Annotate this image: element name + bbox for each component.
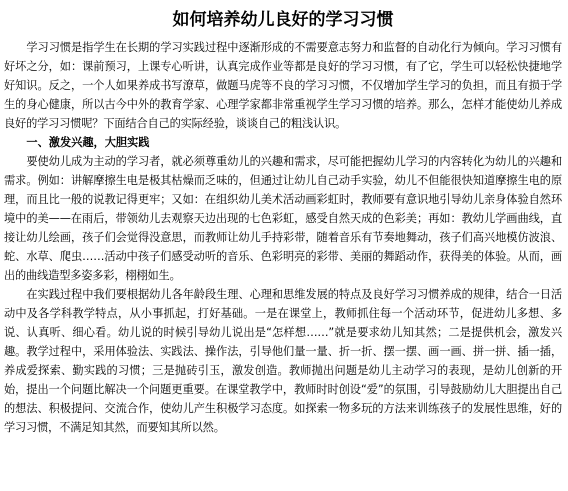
section-heading: 一、激发兴趣，大胆实践	[26, 136, 150, 149]
document	[4, 0, 562, 437]
document-title: 如何培养幼儿良好的学习习惯	[172, 10, 394, 30]
section-paragraph: 在实践过程中我们要根据幼儿各年龄段生理、心理和思维发展的特点及良好学习习惯养成的规律，结合一日活动中及各学科教学特点，从小事抓起，打好基础。一是在课堂上，教师抓住每一个活动环节，促进幼儿多想、多说、认真听、细心看。幼儿说的时候引导幼儿说出是“怎样想……”就是要求幼儿知其然；二是提供机会，激发兴趣。教学过程中，采用体验法、实践法、操作法，引导他们量一量、折一折、摆一摆、画一画、拼一拼、插一插，养成爱探索、勤实践的习惯；三是抛砖引玉，激发创造。教师抛出问题是幼儿主动学习的表现，是幼儿创新的开始，提出一个问题比解决一个问题更重要。在课堂教学中，教师时时创设“爱”的氛围，引导鼓励幼儿大胆提出自己的想法、积极提问、交流合作，使幼儿产生积极学习态度。如探索一物多玩的方法来训练孩子的发展性思维，好的学习习惯，不满足知其然，而要知其所以然。	[4, 288, 562, 434]
section-paragraph: 要使幼儿成为主动的学习者，就必须尊重幼儿的兴趣和需求，尽可能把握幼儿学习的内容转化为幼儿的兴趣和需求。例如：讲解摩擦生电是极其枯燥而乏味的，但通过让幼儿自己动手实验，幼儿不但能很快知道摩擦生电的原理，而且比一般的说教记得更牢；又如：在组织幼儿美术活动画彩虹时，教师要有意识地引导幼儿亲身体验自然环境中的美——在雨后，带领幼儿去观察天边出现的七色彩虹，感受自然天成的色彩美；再如：教幼儿学画曲线，直接让幼儿绘画，孩子们会觉得没意思，而教师让幼儿手持彩带，随着音乐有节奏地舞动，孩子们高兴地模仿波浪、蛇、水草、爬虫……活动中孩子们感受动听的音乐、色彩明亮的彩带、美丽的舞蹈动作，获得美的体验。从而，画出的曲线造型多姿多彩，栩栩如生。	[4, 155, 562, 282]
intro-paragraph: 学习习惯是指学生在长期的学习实践过程中逐渐形成的不需要意志努力和监督的自动化行为倾向。学习习惯有好坏之分，如：课前预习，上课专心听讲，认真完成作业等都是良好的学习习惯，有了它，学生可以轻松快捷地学好知识。反之，一个人如果养成书写潦草，做题马虎等不良的学习习惯，不仅增加学生学习的负担，而且有损于学生的身心健康，所以古今中外的教育学家、心理学家都非常重视学生学习习惯的培养。那么，怎样才能使幼儿养成良好的学习习惯呢？下面结合自己的实际经验，谈谈自己的粗浅认识。	[4, 41, 562, 130]
